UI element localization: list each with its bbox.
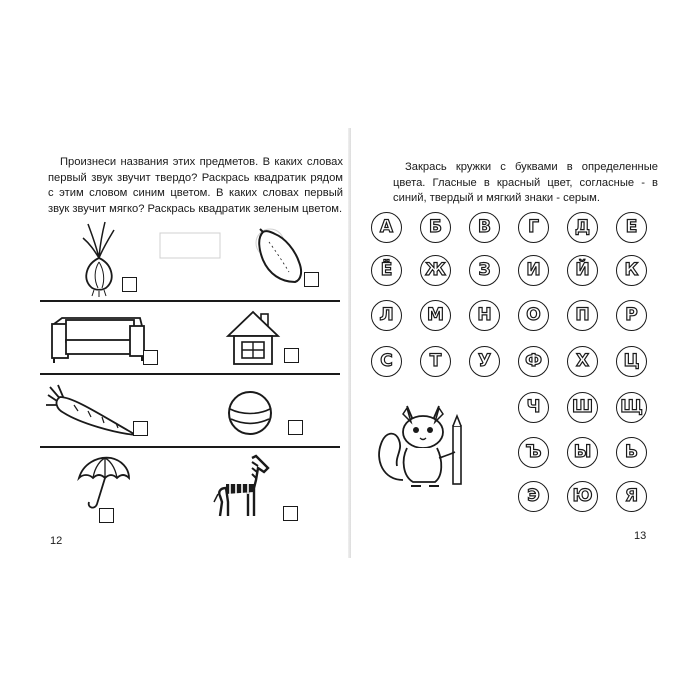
letter-circle[interactable] <box>518 392 549 423</box>
letter-label: П <box>575 305 590 325</box>
carrot-icon <box>44 383 144 441</box>
letter-label: З <box>478 260 491 280</box>
workbook-spread <box>30 128 672 558</box>
letter-label: К <box>624 260 639 280</box>
letter-label: Ю <box>572 486 593 506</box>
letter-label: Д <box>574 217 591 237</box>
answer-square-umbrella[interactable] <box>99 508 114 523</box>
letter-label: И <box>526 260 541 280</box>
letter-circle[interactable] <box>420 346 451 377</box>
letter-circle[interactable] <box>616 255 647 286</box>
letter-circle[interactable] <box>469 346 500 377</box>
answer-square-carrot[interactable] <box>133 421 148 436</box>
umbrella-icon <box>75 454 131 512</box>
letter-circle[interactable] <box>371 346 402 377</box>
letter-label: Р <box>625 305 638 325</box>
letter-circle[interactable] <box>616 346 647 377</box>
letter-label: Л <box>379 305 394 325</box>
letter-label: Е <box>625 217 638 237</box>
letter-label: Г <box>528 217 539 237</box>
letter-circle[interactable] <box>567 255 598 286</box>
letter-label: Х <box>575 351 590 371</box>
left-instruction: Произнеси названия этих предметов. В каких словах первый звук звучит твердо? Раскрась квадратик рядом с этим словом синим цветом. В каких словах первый звук звучит мягко? Раскрась квадратик зеленым цветом. <box>48 156 343 215</box>
letter-circle[interactable] <box>616 300 647 331</box>
letter-circle[interactable] <box>616 481 647 512</box>
letter-circle[interactable] <box>567 300 598 331</box>
letter-label: Ё <box>380 260 393 280</box>
page-number-left: 12 <box>50 535 63 547</box>
letter-circle[interactable] <box>469 255 500 286</box>
letter-circle[interactable] <box>616 392 647 423</box>
letter-label: Ъ <box>525 442 542 462</box>
sofa-icon <box>50 308 146 364</box>
letter-label: Я <box>624 486 639 506</box>
letter-label: Т <box>429 351 442 371</box>
answer-square-house[interactable] <box>284 348 299 363</box>
letter-circle[interactable] <box>518 437 549 468</box>
letter-circle[interactable] <box>371 212 402 243</box>
letter-circle[interactable] <box>371 300 402 331</box>
onion-icon <box>78 220 120 298</box>
letter-circle[interactable] <box>567 212 598 243</box>
letter-circle[interactable] <box>567 481 598 512</box>
letter-label: Й <box>575 260 590 280</box>
letter-circle[interactable] <box>371 255 402 286</box>
letter-label: А <box>379 217 394 237</box>
letter-label: Ч <box>526 397 541 417</box>
letter-circle[interactable] <box>567 392 598 423</box>
page-number-right: 13 <box>634 530 647 542</box>
ball-icon <box>226 389 274 437</box>
house-icon <box>225 308 281 366</box>
row-divider <box>40 300 340 302</box>
letter-label: Б <box>429 217 442 237</box>
letter-label: Ж <box>425 260 446 280</box>
letter-label: О <box>526 305 541 325</box>
zebra-icon <box>212 454 276 518</box>
answer-square-lemon[interactable] <box>304 272 319 287</box>
answer-square-ball[interactable] <box>288 420 303 435</box>
answer-square-zebra[interactable] <box>283 506 298 521</box>
letter-circle[interactable] <box>567 437 598 468</box>
letter-circle[interactable] <box>469 212 500 243</box>
letter-circle[interactable] <box>469 300 500 331</box>
letter-label: Н <box>477 305 492 325</box>
letter-circle[interactable] <box>567 346 598 377</box>
letter-label: Щ <box>620 397 643 417</box>
letter-circle[interactable] <box>420 255 451 286</box>
letter-circle[interactable] <box>518 255 549 286</box>
letter-circle[interactable] <box>518 481 549 512</box>
letter-label: Ь <box>625 442 638 462</box>
left-page <box>30 128 351 558</box>
answer-square-sofa[interactable] <box>143 350 158 365</box>
letter-circle[interactable] <box>420 212 451 243</box>
letter-label: Ы <box>573 442 592 462</box>
letter-circle[interactable] <box>420 300 451 331</box>
row-divider <box>40 446 340 448</box>
letter-circle[interactable] <box>518 300 549 331</box>
letter-circle[interactable] <box>616 437 647 468</box>
right-page <box>351 128 672 558</box>
letter-label: Э <box>527 486 540 506</box>
letter-circle[interactable] <box>518 346 549 377</box>
letter-circle[interactable] <box>518 212 549 243</box>
row-divider <box>40 373 340 375</box>
letter-label: Ш <box>571 397 593 417</box>
letter-circle[interactable] <box>616 212 647 243</box>
letter-label: В <box>478 217 491 237</box>
letter-label: М <box>427 305 444 325</box>
letter-label: У <box>477 351 492 371</box>
right-instruction: Закрась кружки с буквами в определенные цвета. Гласные в красный цвет, согласные - в синий, твердый и мягкий знаки - серым. <box>393 161 658 204</box>
squirrel-icon <box>373 400 473 500</box>
letter-label: С <box>380 351 393 371</box>
letter-label: Ф <box>525 351 542 371</box>
letter-label: Ц <box>623 351 640 371</box>
answer-square-onion[interactable] <box>122 277 137 292</box>
lemon-icon <box>255 228 305 286</box>
